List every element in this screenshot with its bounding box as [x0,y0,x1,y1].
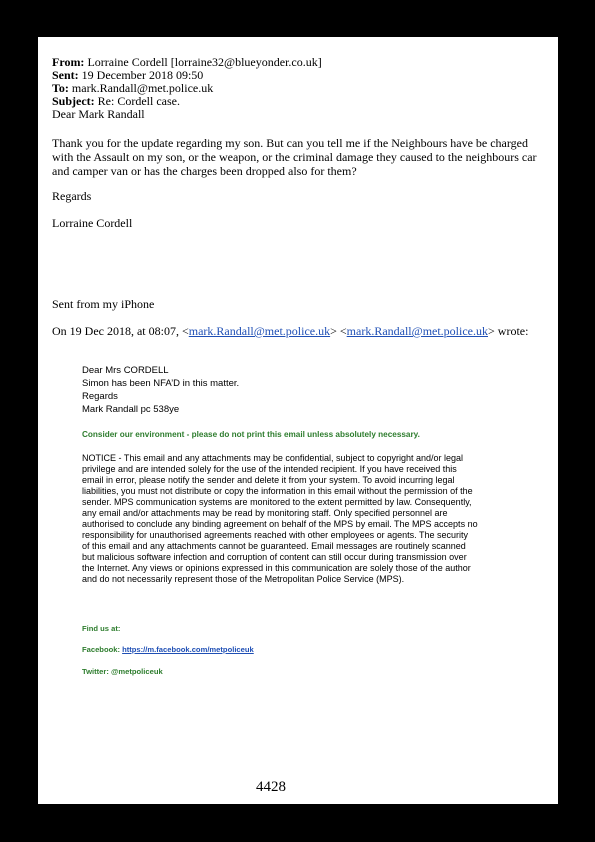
reply-signature: Mark Randall pc 538ye [82,404,180,415]
body-line: Thank you for the update regarding my son. But can you tell me if the Neighbours have be charged [52,136,528,150]
salutation: Dear Mark Randall [52,107,145,121]
facebook-line [82,645,254,654]
quote-intro [52,325,528,338]
notice-line: any email and/or attachments may be read by monitoring staff. Only specified personnel are [82,508,448,518]
sent-value: 19 December 2018 09:50 [81,68,204,82]
notice-line: privilege and are intended solely for the use of the intended recipient. If you have received this [82,464,457,474]
facebook-label: Facebook: [82,645,123,654]
reply-line: Simon has been NFA’D in this matter. [82,378,240,389]
reply-regards: Regards [82,391,118,402]
notice-line: NOTICE - This email and any attachments may be confidential, subject to copyright and/or legal [82,453,464,463]
twitter-line: Twitter: @metpoliceuk [82,667,163,676]
to-label: To: [52,81,69,95]
notice-line: responsibility for unauthorised agreements reached with other employees or agents. The security [82,530,469,540]
document-page [38,37,558,804]
email-link[interactable]: mark.Randall@met.police.uk [188,324,331,338]
regards: Regards [52,189,92,203]
notice-line: and do not necessarily represent those of the Metropolitan Police Service (MPS). [82,574,405,584]
email-link[interactable]: mark.Randall@met.police.uk [346,324,489,338]
subject-label: Subject: [52,94,95,108]
reply-greeting: Dear Mrs CORDELL [82,365,169,376]
to-value: mark.Randall@met.police.uk [71,81,214,95]
from-value: Lorraine Cordell [lorraine32@blueyonder.co.uk] [87,55,322,69]
environment-note: Consider our environment - please do not print this email unless absolutely necessary. [82,430,420,439]
notice-line: but malicious software infection and corruption of content can still occur during transmission over [82,552,467,562]
find-us-label: Find us at: [82,624,121,633]
notice-line: the Internet. Any views or opinions expressed in this communication are solely those of the author [82,563,471,573]
signature: Lorraine Cordell [52,216,133,230]
quote-intro-prefix: On 19 Dec 2018, at 08:07, < [52,324,189,338]
page-number: 4428 [256,779,286,795]
notice-line: of this email and any attachments cannot be guaranteed. Email messages are routinely scanned [82,541,466,551]
sent-from: Sent from my iPhone [52,297,155,311]
body-line: and camper van or has the charges been dropped also for them? [52,164,357,178]
facebook-link[interactable]: https://m.facebook.com/metpoliceuk [122,645,254,654]
subject-value: Re: Cordell case. [97,94,180,108]
quote-intro-mid: > < [330,324,347,338]
sent-label: Sent: [52,68,79,82]
body-line: with the Assault on my son, or the weapon, or the criminal damage they caused to the neighbours car [52,150,537,164]
notice-line: liabilities, you must not distribute or copy the information in this email without the permission of the [82,486,473,496]
notice-line: email in error, please notify the sender and delete it from your system. To avoid incurring legal [82,475,455,485]
from-label: From: [52,55,85,69]
quote-intro-suffix: > wrote: [488,324,529,338]
notice-line: sender. MPS communication systems are monitored to the extent permitted by law. Consequently, [82,497,472,507]
notice-line: authorised to conclude any binding agreement on behalf of the MPS by email. The MPS accepts no [82,519,478,529]
